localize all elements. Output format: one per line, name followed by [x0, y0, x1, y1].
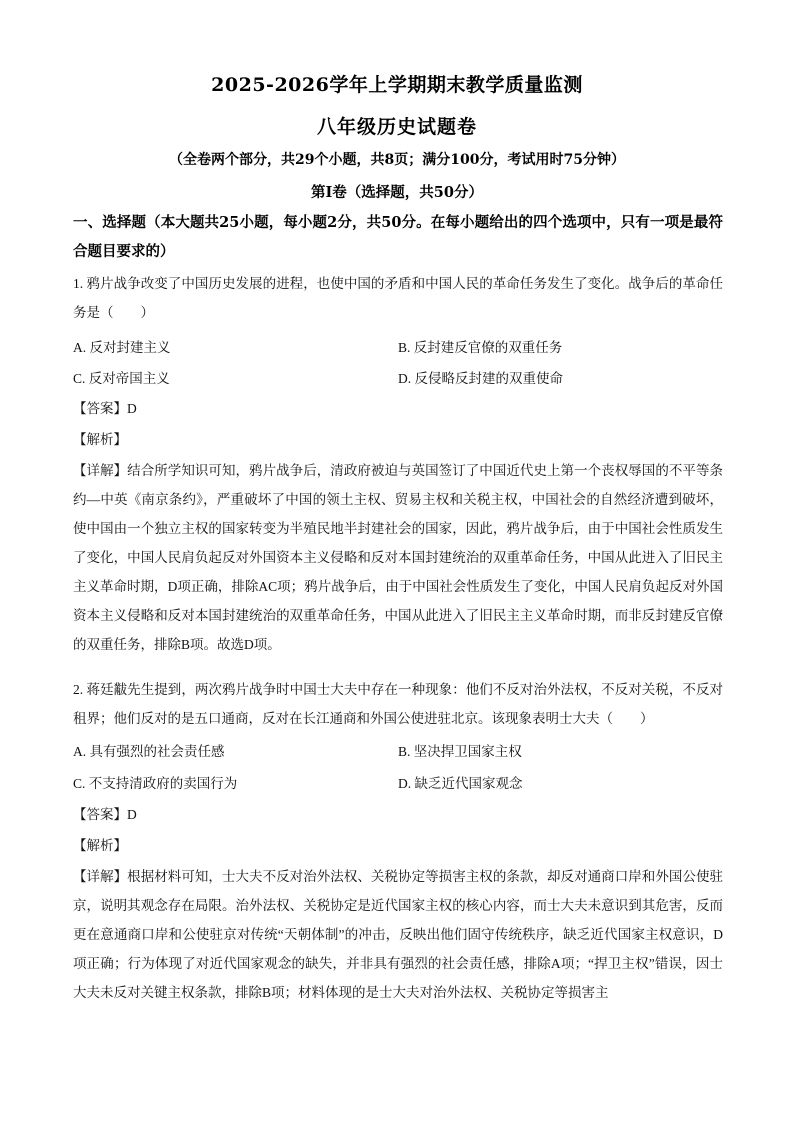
question-1-answer: 【答案】D — [73, 401, 137, 416]
question-1-option-d: D. 反侵略反封建的双重使命 — [398, 371, 563, 386]
question-2-stem: 2. 蒋廷黻先生提到，两次鸦片战争时中国士大夫中存在一种现象：他们不反对治外法权，不反对关税，不反对租界；他们反对的是五口通商，反对在长江通商和外国公使进驻北京。该现象表明士大夫（ ） — [73, 682, 723, 726]
question-1-analysis-label: 【解析】 — [73, 432, 127, 447]
question-1-option-b: B. 反封建反官僚的双重任务 — [398, 340, 563, 355]
section-heading: 一、选择题（本大题共25小题，每小题2分，共50分。在每小题给出的四个选项中，只有一项是最符合题目要求的） — [73, 214, 723, 260]
question-2-option-c: C. 不支持清政府的卖国行为 — [73, 776, 238, 791]
exam-subtitle: 八年级历史试题卷 — [316, 116, 477, 138]
question-1-stem: 1. 鸦片战争改变了中国历史发展的进程，也使中国的矛盾和中国人民的革命任务发生了变化。战争后的革命任务是（ ） — [73, 276, 723, 320]
question-1-detail: 【详解】结合所学知识可知，鸦片战争后，清政府被迫与英国签订了中国近代史上第一个丧权辱国的不平等条约—中英《南京条约》，严重破坏了中国的领土主权、贸易主权和关税主权，中国社会的自然经济遭到破坏，使中国由一个独立主权的国家转变为半殖民地半封建社会的国家，因此，鸦片战争后，由于中国社会性质发生了变化，中国人民肩负起反对外国资本主义侵略和反对本国封建统治的双重革命任务，中国从此进入了旧民主主义革命时期，D项正确，排除AC项；鸦片战争后，由于中国社会性质发生了变化，中国人民肩负起反对外国资本主义侵略和反对本国封建统治的双重革命任务，中国从此进入了旧民主主义革命时期，而非反封建反官僚的双重任务，排除B项。故选D项。 — [73, 463, 723, 652]
question-2-answer: 【答案】D — [73, 807, 137, 822]
question-2-option-d: D. 缺乏近代国家观念 — [398, 776, 523, 791]
question-2-option-a: A. 具有强烈的社会责任感 — [73, 744, 225, 759]
question-2-analysis-label: 【解析】 — [73, 838, 127, 853]
question-2-detail: 【详解】根据材料可知，士大夫不反对治外法权、关税协定等损害主权的条款，却反对通商口岸和外国公使驻京，说明其观念存在局限。治外法权、关税协定是近代国家主权的核心内容，而士大夫未意识到其危害，反而更在意通商口岸和公使驻京对传统“天朝体制”的冲击，反映出他们固守传统秩序，缺乏近代国家主权意识，D项正确；行为体现了对近代国家观念的缺失，并非具有强烈的社会责任感，排除A项；“捍卫主权”错误，因士大夫未反对关键主权条款，排除B项；材料体现的是士大夫对治外法权、关税协定等损害主 — [73, 869, 723, 1000]
exam-note: （全卷两个部分，共29个小题，共8页；满分100分，考试用时75分钟） — [169, 152, 625, 168]
question-1-option-a: A. 反对封建主义 — [73, 340, 171, 355]
question-2-option-b: B. 坚决捍卫国家主权 — [398, 744, 522, 759]
part-heading: 第Ⅰ卷（选择题，共50分） — [311, 184, 483, 201]
exam-title: 2025-2026学年上学期期末教学质量监测 — [211, 74, 583, 96]
question-1-option-c: C. 反对帝国主义 — [73, 371, 170, 386]
